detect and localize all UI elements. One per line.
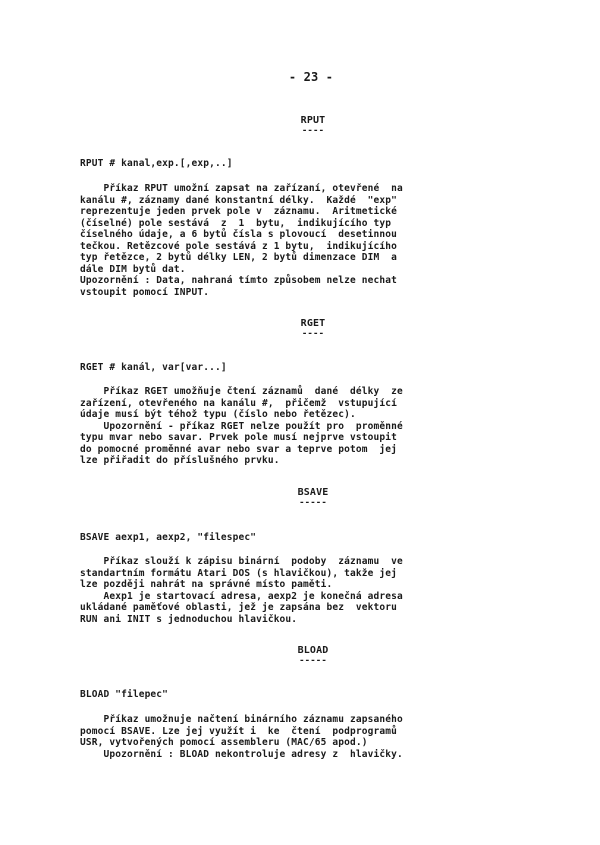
command-syntax-rget: RGET # kanál, var[var...] bbox=[80, 362, 227, 373]
section-title-underline: ---- bbox=[301, 126, 325, 136]
section-heading-bsave bbox=[0, 488, 600, 507]
command-syntax-bsave: BSAVE aexp1, aexp2, "filespec" bbox=[80, 532, 257, 543]
paragraph-bload-description: Příkaz umožnuje načtení binárního záznamu zapsaného pomocí BSAVE. Lze jej využít i ke čtení podprogramů USR, vytvořených pomocí assembleru (MAC/65 apod.) Upozornění : BLOAD nekontroluje adresy z hlavičky. bbox=[80, 714, 403, 760]
section-title: RPUT bbox=[300, 115, 326, 126]
page-number: - 23 - bbox=[288, 70, 334, 84]
command-syntax-rput: RPUT # kanal,exp.[,exp,..] bbox=[80, 158, 233, 169]
section-title-underline: ---- bbox=[301, 329, 325, 339]
command-syntax-bload: BLOAD "filepec" bbox=[80, 689, 169, 700]
section-title: BSAVE bbox=[297, 487, 329, 498]
section-heading-rget bbox=[0, 319, 600, 338]
section-title-underline: ----- bbox=[299, 656, 327, 666]
paragraph-rput-description: Příkaz RPUT umožní zapsat na zařízaní, otevřené na kanálu #, záznamy dané konstantní délky. Každé "exp" reprezentuje jeden prvek pole v záznamu. Aritmetické (číselné) pole sestává z 1 bytu, indikujícího typ číselného údaje, a 6 bytů čísla s plovoucí desetinnou tečkou. Retězcové pole sestává z 1 bytu, indikujícího typ řetězce, 2 bytů délky LEN, 2 bytů dimenzace DIM a dále DIM bytů dat. Upozornění : Data, nahraná tímto způsobem nelze nechat vstoupit pomocí INPUT. bbox=[80, 183, 403, 298]
section-title-underline: ----- bbox=[299, 498, 327, 508]
section-title: RGET bbox=[300, 318, 326, 329]
section-title: BLOAD bbox=[297, 645, 329, 656]
section-heading-rput bbox=[0, 116, 600, 135]
paragraph-bsave-description: Příkaz slouží k zápisu binární podoby záznamu ve standartním formátu Atari DOS (s hlavičkou), takže jej lze později nahrát na správné místo paměti. Aexp1 je startovací adresa, aexp2 je konečná adresa ukládané paměťové oblasti, jež je zapsána bez vektoru RUN ani INIT s jednoduchou hlavičkou. bbox=[80, 556, 403, 625]
paragraph-rget-description: Příkaz RGET umožňuje čtení záznamů dané délky ze zařízení, otevřeného na kanálu #, přičemž vstupující údaje musí být téhož typu (číslo nebo řetězec). Upozornění - příkaz RGET nelze použít pro proměnné typu mvar nebo savar. Prvek pole musí nejprve vstoupit do pomocné proměnné avar nebo svar a teprve potom jej lze přiřadit do příslušného prvku. bbox=[80, 386, 403, 466]
section-heading-bload bbox=[0, 646, 600, 665]
